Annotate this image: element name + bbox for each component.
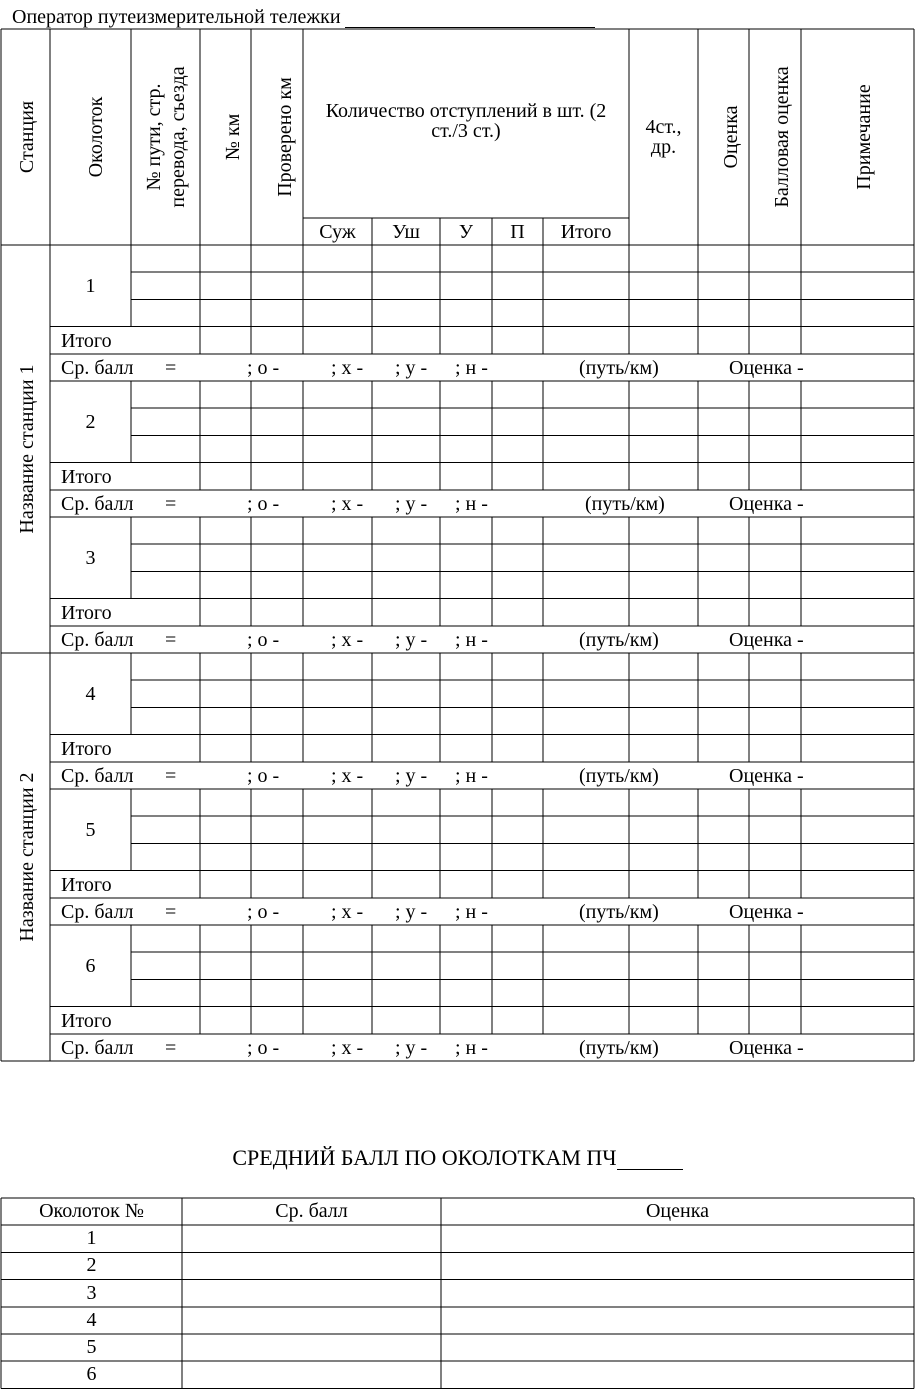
- average-label: Ср. балл: [61, 492, 134, 515]
- average-equals: =: [165, 628, 177, 651]
- summary-row-number: 3: [86, 1281, 97, 1304]
- average-grade: Оценка -: [729, 492, 804, 515]
- average-label: Ср. балл: [61, 764, 134, 787]
- average-label: Ср. балл: [61, 628, 134, 651]
- total-label: Итого: [61, 601, 112, 624]
- summary-header-1: Ср. балл: [275, 1200, 348, 1222]
- summary-row-number: 6: [86, 1363, 97, 1386]
- average-x: ; х -: [331, 492, 364, 515]
- average-equals: =: [165, 492, 177, 515]
- average-n: ; н -: [455, 764, 488, 787]
- average-grade: Оценка -: [729, 356, 804, 379]
- average-n: ; н -: [455, 492, 488, 515]
- average-n: ; н -: [455, 628, 488, 651]
- section-number: 5: [85, 818, 96, 841]
- header-sub-0: Суж: [319, 221, 356, 243]
- section-number: 6: [85, 954, 96, 977]
- summary-row-number: 5: [86, 1336, 97, 1358]
- average-per-km: (путь/км): [579, 1036, 659, 1059]
- summary-row-number: 4: [86, 1308, 97, 1331]
- total-label: Итого: [61, 329, 112, 352]
- header-sub-4: Итого: [560, 221, 612, 243]
- average-y: ; у -: [395, 628, 428, 651]
- summary-row-number: 1: [86, 1227, 97, 1250]
- average-x: ; х -: [331, 900, 364, 923]
- average-equals: =: [165, 1036, 177, 1059]
- summary-header-0: Околоток №: [39, 1200, 144, 1222]
- average-y: ; у -: [395, 900, 428, 923]
- average-equals: =: [165, 764, 177, 787]
- summary-row-number: 2: [86, 1254, 97, 1277]
- header-grade: Оценка: [720, 105, 742, 169]
- header-4th-degree: 4ст., др.: [645, 116, 682, 158]
- average-grade: Оценка -: [729, 628, 804, 651]
- average-y: ; у -: [395, 764, 428, 787]
- average-per-km: (путь/км): [585, 492, 665, 515]
- section-number: 1: [85, 274, 96, 297]
- average-per-km: (путь/км): [579, 764, 659, 787]
- average-equals: =: [165, 900, 177, 923]
- average-n: ; н -: [455, 900, 488, 923]
- header-sub-1: Уш: [392, 221, 420, 243]
- average-o: ; о -: [247, 628, 280, 651]
- operator-label: Оператор путеизмерительной тележки: [12, 6, 341, 28]
- header-note: Примечание: [853, 84, 875, 190]
- header-score: Балловая оценка: [771, 66, 793, 208]
- average-y: ; у -: [395, 1036, 428, 1059]
- average-x: ; х -: [331, 1036, 364, 1059]
- header-sub-2: У: [458, 221, 474, 243]
- average-grade: Оценка -: [729, 1036, 804, 1059]
- average-y: ; у -: [395, 492, 428, 515]
- average-x: ; х -: [331, 764, 364, 787]
- average-label: Ср. балл: [61, 1036, 134, 1059]
- average-x: ; х -: [331, 356, 364, 379]
- summary-title-text: СРЕДНИЙ БАЛЛ ПО ОКОЛОТКАМ ПЧ: [232, 1145, 617, 1170]
- total-label: Итого: [61, 1009, 112, 1032]
- average-x: ; х -: [331, 628, 364, 651]
- header-sub-3: П: [510, 221, 525, 243]
- average-y: ; у -: [395, 356, 428, 379]
- header-track-number: № пути, стр. перевода, съезда: [143, 66, 189, 208]
- total-label: Итого: [61, 873, 112, 896]
- average-label: Ср. балл: [61, 900, 134, 923]
- average-o: ; о -: [247, 900, 280, 923]
- average-n: ; н -: [455, 356, 488, 379]
- average-label: Ср. балл: [61, 356, 134, 379]
- average-per-km: (путь/км): [579, 356, 659, 379]
- summary-pch-blank[interactable]: [617, 1151, 683, 1170]
- summary-header-2: Оценка: [645, 1200, 710, 1222]
- section-number: 3: [85, 546, 96, 569]
- total-label: Итого: [61, 465, 112, 488]
- header-deviations: Количество отступлений в шт. (2 ст./3 ст.): [325, 100, 607, 142]
- header-km-number: № км: [222, 113, 244, 161]
- section-number: 4: [85, 682, 96, 705]
- station-name-2: Название станции 2: [16, 772, 38, 942]
- summary-title: [0, 1146, 915, 1170]
- header-section: Околоток: [85, 96, 107, 178]
- station-name-1: Название станции 1: [16, 364, 38, 534]
- average-o: ; о -: [247, 492, 280, 515]
- average-o: ; о -: [247, 764, 280, 787]
- average-per-km: (путь/км): [579, 628, 659, 651]
- average-o: ; о -: [247, 1036, 280, 1059]
- average-grade: Оценка -: [729, 764, 804, 787]
- average-n: ; н -: [455, 1036, 488, 1059]
- section-number: 2: [85, 410, 96, 433]
- total-label: Итого: [61, 737, 112, 760]
- average-equals: =: [165, 356, 177, 379]
- header-station: Станция: [16, 100, 38, 174]
- average-grade: Оценка -: [729, 900, 804, 923]
- header-km-checked: Проверено км: [274, 77, 296, 197]
- average-o: ; о -: [247, 356, 280, 379]
- average-per-km: (путь/км): [579, 900, 659, 923]
